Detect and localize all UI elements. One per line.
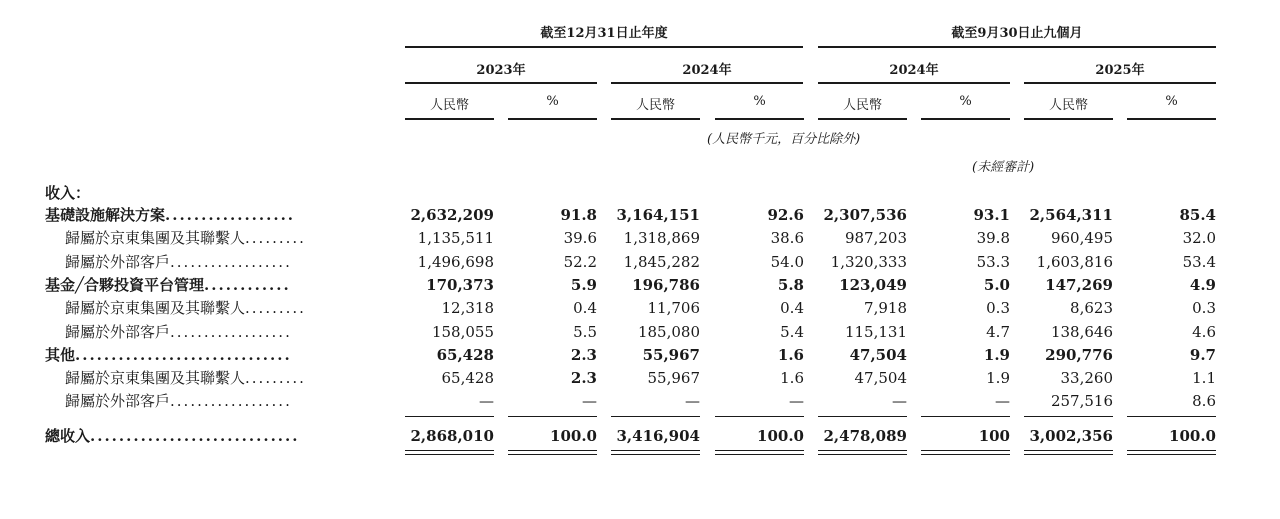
- cell-rmb-2024-9m: 2,307,536: [823, 206, 907, 224]
- cell-rmb-2024-9m: 123,049: [839, 275, 907, 294]
- leader-dots: ..................: [170, 392, 292, 411]
- cell-pct-2023: 100.0: [550, 427, 597, 445]
- col-header-rmb-2025: 人民幣: [1048, 98, 1088, 113]
- table-row: [0, 227, 1280, 250]
- col-rule: [1024, 118, 1113, 120]
- table-row: [0, 367, 1280, 390]
- row-label-text: 基金╱合夥投資平台管理: [45, 275, 205, 294]
- total-double-rule: [1127, 450, 1216, 455]
- cell-rmb-2024-fy: 55,967: [647, 369, 700, 388]
- cell-pct-2023: 2.3: [570, 345, 597, 364]
- cell-rmb-2023: 2,868,010: [410, 427, 494, 445]
- col-rule: [405, 118, 494, 120]
- cell-rmb-2023: —: [479, 392, 494, 411]
- table-row: [0, 321, 1280, 344]
- cell-pct-2025: 8.6: [1192, 392, 1216, 411]
- leader-dots: .............................: [90, 427, 300, 445]
- header-rule-fy: [405, 46, 803, 48]
- col-rule: [1127, 118, 1216, 120]
- cell-rmb-2024-9m: 2,478,089: [823, 427, 907, 445]
- cell-pct-2024-fy: 0.4: [780, 299, 804, 318]
- cell-pct-2024-fy: 1.6: [780, 369, 804, 388]
- subtotal-rule: [1127, 416, 1216, 417]
- cell-pct-2024-9m: 5.0: [983, 275, 1010, 294]
- total-row: [0, 425, 1280, 448]
- total-double-rule: [921, 450, 1010, 455]
- cell-rmb-2023: 170,373: [426, 275, 494, 294]
- cell-rmb-2024-9m: 987,203: [844, 229, 907, 248]
- cell-pct-2025: 53.4: [1182, 252, 1216, 271]
- row-label-text: 歸屬於外部客戶: [65, 392, 171, 411]
- cell-pct-2025: 85.4: [1179, 206, 1216, 224]
- cell-pct-2023: 39.6: [563, 229, 597, 248]
- cell-pct-2024-9m: 100: [978, 427, 1010, 445]
- year-header-2024-fy: 2024年: [682, 63, 732, 78]
- cell-rmb-2024-fy: 196,786: [632, 275, 700, 294]
- cell-rmb-2025: 8,623: [1070, 299, 1113, 318]
- leader-dots: .........: [245, 229, 306, 248]
- cell-rmb-2024-9m: —: [892, 392, 907, 411]
- cell-pct-2024-9m: 93.1: [973, 206, 1010, 224]
- cell-pct-2025: 9.7: [1189, 345, 1216, 364]
- row-label: [65, 251, 292, 274]
- row-label: [45, 274, 291, 297]
- row-label: [45, 204, 295, 227]
- subtotal-rule: [1024, 416, 1113, 417]
- cell-pct-2024-9m: 53.3: [976, 252, 1010, 271]
- cell-pct-2024-fy: 5.4: [780, 322, 804, 341]
- year-header-2023: 2023年: [476, 63, 526, 78]
- cell-pct-2025: 4.9: [1189, 275, 1216, 294]
- row-label: [65, 367, 306, 390]
- cell-rmb-2023: 1,135,511: [417, 229, 494, 248]
- row-label: [65, 390, 292, 413]
- col-rule: [921, 118, 1010, 120]
- col-rule: [508, 118, 597, 120]
- row-label-text: 歸屬於京東集團及其聯繫人: [65, 369, 246, 388]
- cell-rmb-2023: 12,318: [441, 299, 494, 318]
- cell-pct-2024-9m: 39.8: [976, 229, 1010, 248]
- row-label: [65, 227, 306, 250]
- cell-rmb-2024-fy: 3,416,904: [616, 427, 700, 445]
- cell-pct-2023: 52.2: [563, 252, 597, 271]
- cell-pct-2023: 2.3: [570, 369, 597, 388]
- year-rule-2024-9m: [818, 82, 1010, 84]
- leader-dots: ..............................: [75, 345, 292, 364]
- subtotal-rule: [921, 416, 1010, 417]
- total-double-rule: [1024, 450, 1113, 455]
- total-double-rule: [611, 450, 700, 455]
- cell-rmb-2025: 2,564,311: [1029, 206, 1113, 224]
- cell-pct-2023: 91.8: [560, 206, 597, 224]
- year-rule-2023: [405, 82, 597, 84]
- cell-rmb-2024-fy: —: [685, 392, 700, 411]
- year-header-2024-9m: 2024年: [889, 63, 939, 78]
- col-header-pct-2024-fy: %: [753, 94, 766, 109]
- period-header-fiscal-year: 截至12月31日止年度: [540, 26, 668, 41]
- col-rule: [818, 118, 907, 120]
- cell-pct-2024-fy: —: [789, 392, 804, 411]
- row-label: [65, 321, 292, 344]
- table-row: [0, 297, 1280, 320]
- cell-rmb-2023: 65,428: [436, 345, 494, 364]
- cell-pct-2024-9m: 1.9: [986, 369, 1010, 388]
- cell-pct-2025: 32.0: [1182, 229, 1216, 248]
- col-header-pct-2023: %: [546, 94, 559, 109]
- cell-pct-2023: 5.9: [570, 275, 597, 294]
- cell-rmb-2025: 960,495: [1050, 229, 1113, 248]
- cell-rmb-2024-9m: 47,504: [849, 345, 907, 364]
- cell-pct-2023: 5.5: [573, 322, 597, 341]
- table-row: [0, 274, 1280, 297]
- col-rule: [611, 118, 700, 120]
- leader-dots: .........: [245, 369, 306, 388]
- cell-pct-2025: 1.1: [1192, 369, 1216, 388]
- row-label-text: 歸屬於京東集團及其聯繫人: [65, 299, 246, 318]
- leader-dots: ..................: [170, 322, 292, 341]
- subtotal-rule: [715, 416, 804, 417]
- cell-rmb-2023: 158,055: [431, 322, 494, 341]
- total-double-rule: [715, 450, 804, 455]
- section-title-revenue: 收入：: [45, 184, 91, 202]
- row-label-text: 歸屬於外部客戶: [65, 252, 171, 271]
- cell-rmb-2025: 1,603,816: [1036, 252, 1113, 271]
- cell-rmb-2024-9m: 7,918: [864, 299, 907, 318]
- cell-rmb-2024-fy: 1,845,282: [623, 252, 700, 271]
- row-label: [65, 297, 306, 320]
- row-label: [45, 344, 292, 367]
- cell-pct-2024-9m: 4.7: [986, 322, 1010, 341]
- cell-pct-2024-9m: —: [995, 392, 1010, 411]
- cell-pct-2025: 4.6: [1192, 322, 1216, 341]
- col-header-rmb-2024-fy: 人民幣: [635, 98, 675, 113]
- table-row: [0, 251, 1280, 274]
- header-rule-9m: [818, 46, 1216, 48]
- total-double-rule: [508, 450, 597, 455]
- cell-pct-2024-fy: 100.0: [757, 427, 804, 445]
- cell-rmb-2024-fy: 3,164,151: [616, 206, 700, 224]
- row-label-text: 歸屬於京東集團及其聯繫人: [65, 229, 246, 248]
- cell-pct-2025: 100.0: [1169, 427, 1216, 445]
- total-double-rule: [818, 450, 907, 455]
- cell-rmb-2025: 3,002,356: [1029, 427, 1113, 445]
- leader-dots: .........: [245, 299, 306, 318]
- cell-pct-2024-fy: 5.8: [777, 275, 804, 294]
- cell-rmb-2024-fy: 1,318,869: [623, 229, 700, 248]
- cell-rmb-2024-9m: 1,320,333: [830, 252, 907, 271]
- period-header-nine-months: 截至9月30日止九個月: [951, 26, 1083, 41]
- col-header-pct-2025: %: [1165, 94, 1178, 109]
- cell-rmb-2025: 147,269: [1045, 275, 1113, 294]
- row-label-text: 總收入: [45, 427, 91, 445]
- col-header-rmb-2023: 人民幣: [429, 98, 469, 113]
- row-label-text: 其他: [45, 345, 76, 364]
- row-label-text: 歸屬於外部客戶: [65, 322, 171, 341]
- leader-dots: ..................: [170, 252, 292, 271]
- cell-pct-2024-fy: 54.0: [770, 252, 804, 271]
- col-header-pct-2024-9m: %: [959, 94, 972, 109]
- cell-pct-2024-fy: 92.6: [767, 206, 804, 224]
- table-row: [0, 344, 1280, 367]
- cell-pct-2025: 0.3: [1192, 299, 1216, 318]
- cell-pct-2024-9m: 0.3: [986, 299, 1010, 318]
- cell-rmb-2024-fy: 55,967: [642, 345, 700, 364]
- unit-note: (人民幣千元，百分比除外): [707, 132, 861, 147]
- col-rule: [715, 118, 804, 120]
- year-rule-2025: [1024, 82, 1216, 84]
- cell-rmb-2024-fy: 185,080: [637, 322, 700, 341]
- cell-rmb-2025: 290,776: [1045, 345, 1113, 364]
- cell-pct-2024-fy: 38.6: [770, 229, 804, 248]
- cell-pct-2024-fy: 1.6: [777, 345, 804, 364]
- row-label-text: 基礎設施解決方案: [45, 206, 166, 224]
- cell-rmb-2025: 33,260: [1060, 369, 1113, 388]
- unaudited-note: (未經審計): [972, 160, 1035, 175]
- table-row: [0, 204, 1280, 227]
- year-rule-2024-fy: [611, 82, 803, 84]
- cell-pct-2023: 0.4: [573, 299, 597, 318]
- cell-rmb-2024-9m: 115,131: [844, 322, 907, 341]
- subtotal-rule: [611, 416, 700, 417]
- cell-rmb-2024-9m: 47,504: [854, 369, 907, 388]
- cell-rmb-2025: 257,516: [1050, 392, 1113, 411]
- leader-dots: ............: [204, 275, 291, 294]
- cell-pct-2024-9m: 1.9: [983, 345, 1010, 364]
- cell-rmb-2023: 2,632,209: [410, 206, 494, 224]
- cell-rmb-2025: 138,646: [1050, 322, 1113, 341]
- col-header-rmb-2024-9m: 人民幣: [842, 98, 882, 113]
- cell-rmb-2023: 65,428: [441, 369, 494, 388]
- subtotal-rule: [508, 416, 597, 417]
- cell-pct-2023: —: [582, 392, 597, 411]
- total-double-rule: [405, 450, 494, 455]
- subtotal-rule: [818, 416, 907, 417]
- cell-rmb-2024-fy: 11,706: [647, 299, 700, 318]
- cell-rmb-2023: 1,496,698: [417, 252, 494, 271]
- subtotal-rule: [405, 416, 494, 417]
- leader-dots: ..................: [165, 206, 296, 224]
- table-row: [0, 390, 1280, 413]
- year-header-2025: 2025年: [1095, 63, 1145, 78]
- row-label: [45, 425, 299, 448]
